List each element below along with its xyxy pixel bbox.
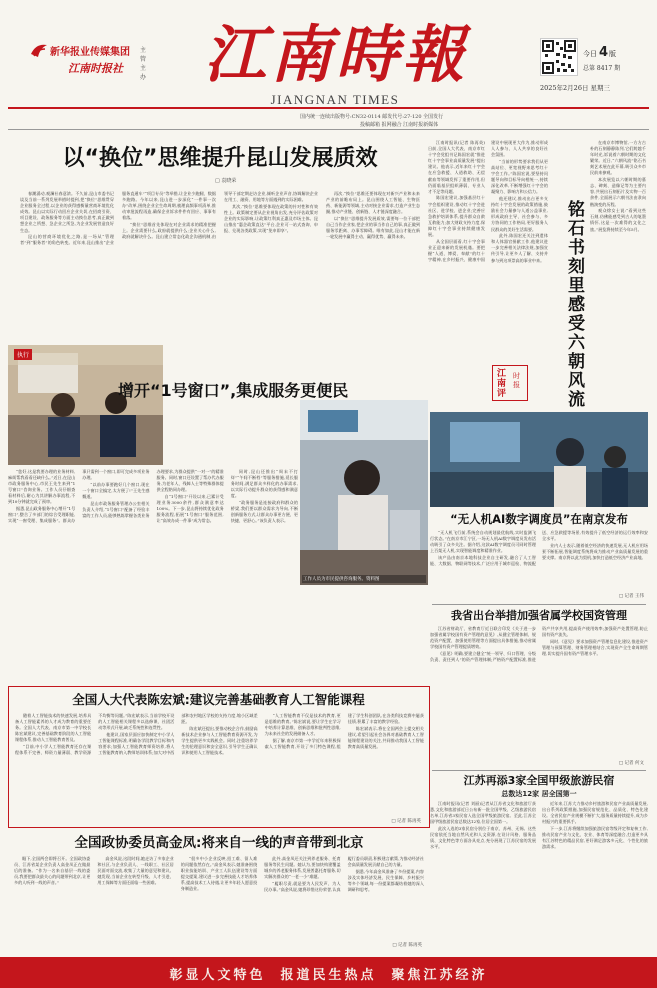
paragraph: “无人机飞行前,系统会自动规划最优航线,实时监测飞行状态。”在南京市江宁区,一场无人机AI数字调度员发布活动吸引了众多关注。据介绍,这款AI数字调度员可同时管理上百架无人机,实现智能调度和精准作业。 bbox=[430, 530, 536, 554]
masthead-title: 江南時報 bbox=[203, 18, 468, 91]
jiangsu-subtitle: 总数达12家 居全国第一 bbox=[501, 790, 577, 798]
jiangsu-headline: 江苏再添3家全国甲级旅游民宿 bbox=[463, 774, 615, 787]
paragraph: “人工智能教育不仅是技术的教育,更是思维的教育。”陈宏斌说,要让学生在学习中培养计算思维、创新思维和批判性思维,为未来社会的发展储备人才。 bbox=[264, 713, 341, 737]
ai-body bbox=[430, 530, 648, 592]
paragraph: 同时,《意见》要求加强资产管理信息化建设,推进资产管理与预算管理、财务管理相结合,实现资产全生命周期管理,切实提升国有资产管理水平。 bbox=[542, 638, 648, 656]
paragraph: 江苏省财政厅、省教育厅近日联合印发《关于进一步加强省属学校国有资产管理的意见》,从健全管理体制、规范资产配置、加强使用管理等方面提出具体措施,推动省属学校国有资产管理提质增效。 bbox=[430, 626, 536, 650]
vertical-headline: 铭石书刻里感受六朝风流 bbox=[564, 200, 584, 409]
paragraph: “目前,中小学人工智能教育还存在课程体系不完善、师资力量薄弱、教学资源不均衡等问题。”陈宏斌表示,当前学校开设的人工智能相关课程多以选修课、社团活动等形式开展,缺乏系统性和连贯性。 bbox=[15, 713, 175, 756]
lead-body bbox=[20, 191, 420, 323]
window-article bbox=[8, 345, 428, 685]
nanjing-byline: □ 记者 何文 bbox=[618, 761, 644, 766]
issue-info bbox=[583, 44, 653, 72]
edu-body bbox=[15, 713, 424, 823]
right-divider-1 bbox=[432, 604, 646, 605]
paragraph: 业内人士表示,随着低空经济的快速发展,无人机应用场景不断拓展,智能调度系统将成为推动产业高质量发展的重要支撑。南京将以此为契机,加快打造低空经济产业高地。 bbox=[542, 542, 648, 560]
paragraph: “当前的形势要求我们从更高站位、更宽视野来思考红十字会工作。”陈国宏说,要坚持问题导向和目标导向相统一,持续深化改革,不断增强红十字会的凝聚力、影响力和公信力。 bbox=[491, 158, 548, 195]
paragraph: 他还建议,推动出台更多支持红十字会发展的政策措施,鼓励社会力量参与人道公益事业,形成政府主导、社会参与、多方协同的工作格局,更好服务人民群众的美好生活需要。 bbox=[491, 196, 548, 232]
group-logo-mark bbox=[30, 42, 48, 58]
ai-byline: □ 记者 王伟 bbox=[618, 594, 644, 599]
group-name: 新华报业传媒集团 bbox=[50, 47, 130, 58]
commentary-stamp bbox=[492, 365, 528, 401]
edu-article bbox=[8, 686, 430, 828]
nanjing-article bbox=[430, 608, 648, 768]
qr-code bbox=[540, 38, 578, 76]
paragraph: 在南京市博物馆,一方方古朴的石刻静静陈列,它们跨越千年时光,诉说着六朝时期的文化繁荣。近日,“六朝风流”铭石书刻艺术展在此开幕,吸引众多市民前来参观。 bbox=[590, 140, 646, 176]
paragraph: 据了解,南京市第一中学近年来积极探索人工智能教育,开设了多门特色课程,组建了学生科创团队,在各类科技竞赛中屡获佳绩,积累了丰富的教学经验。 bbox=[264, 713, 424, 750]
paragraph: 同时,昆山还推出“周末不打烊”“午间不断档”等服务措施,延长服务时间,满足群众多样化的办事需求,以实际行动提升群众的获得感和满意度。 bbox=[230, 469, 298, 499]
lead-article bbox=[20, 145, 420, 325]
paragraph: 此外,高金凤还关注到养老服务、托育服务等民生问题。她认为,要加快构建覆盖城乡的养老服务体系,发展普惠托育服务,切实解决群众的“一老一小”难题。 bbox=[264, 856, 341, 880]
paragraph: 本次展览以六朝时期的墓志、碑刻、造像记等为主要内容,共展出石刻拓片及实物一百余件,全面展示六朝书法由隶向楷演变的历程。 bbox=[590, 177, 646, 207]
paragraph: 高金凤说,这段时间,她走访了多家企业和社区,与企业负责人、一线职工、社区居民面对面交流,收集了大量的意见和建议。她发现,当前企业在转型升级、人才引进、用工保障等方面还面临一些困难。 bbox=[97, 856, 174, 886]
paragraph: 该产品由南京本地科技企业自主研发,融合了人工智能、大数据、物联网等技术,广泛应用于城市巡检、物流配送、应急救援等场景,有效提升了低空经济的运行效率和安全水平。 bbox=[430, 530, 648, 567]
paragraph: “换位”思维首先体现在对企业需求的精准把握上。企业需要什么,政府就提供什么;企业关心什么,政府就解决什么。昆山建立常态化政企沟通机制,由领导干部定期走访企业,倾听企业声音,协调解决企业在用工、融资、用地等方面遇到的实际困难。 bbox=[122, 191, 318, 240]
paragraph: 此次入选的3家民宿分别位于南京、苏州、无锡。这些民宿依托当地自然风光和人文资源,在设计风格、服务品质、文化特色等方面各具亮点,充分展现了江苏民宿的发展水平。 bbox=[430, 825, 536, 850]
group-logo bbox=[30, 40, 146, 80]
paragraph: 江南时报讯(记者 陈再英)日前,全国人大代表、南京市红十字会党组书记陈国宏就“推进红十字会事业高质量发展”提出建议。他表示,近年来红十字会在应急救援、人道救助、无偿献血等领域发挥了重要作用,但仍面临基层组织薄弱、专业人才不足等问题。 bbox=[428, 140, 485, 194]
right-divider-2 bbox=[432, 770, 646, 771]
window-photo-caption: 工作人员为市民提供咨询服务。资料图 bbox=[302, 575, 426, 583]
window-photo-tag: 执行 bbox=[14, 349, 32, 360]
bottom-byline: □ 记者 陈再英 bbox=[392, 943, 422, 948]
publication-codes: 国内统一连续出版物号:CN32-0114 邮发代号:27-120 全国发行 bbox=[300, 114, 444, 120]
paragraph: 春潮涌动,观澜社春意浓。不久前,昆山市委书记谈及当前一系列发展举措时提到,把“换位”思维贯穿企业服务全过程,以企业的获得感衡量营商环境优化成效。昆山以实际行动回应企业关切,在招商引资、项目建设、政务服务等方面主动换位思考,真正做到想企业之所想、急企业之所急,为企业发展营造良好生态。 bbox=[20, 191, 114, 233]
edu-byline: □ 记者 陈再英 bbox=[391, 819, 421, 824]
issue-date: 2025年2月26日 星期三 bbox=[540, 84, 611, 92]
lead-byline: □ 袁晓荣 bbox=[215, 178, 237, 184]
paragraph: 《意见》明确,要建立健全“统一领导、归口管理、分级负责、责任到人”的资产管理体制;严格资产配置标准,推进资产共享共用,提高资产使用效率;加强资产处置管理,防止国有资产流失。 bbox=[430, 626, 648, 663]
footer-band bbox=[0, 957, 657, 988]
bottom-body bbox=[14, 856, 424, 950]
paragraph: “很多中小企业反映,招工难、留人难的问题依然存在。”高金凤表示,她准备围绕职业技能培训、产业工人队伍建设等方面提交提案,建议进一步完善技能人才培养体系,提高技术工人待遇,让更多年轻人愿意投身制造业。 bbox=[180, 856, 258, 892]
paper-org: 江南时报社 bbox=[68, 62, 123, 75]
nanjing-body bbox=[430, 626, 648, 760]
window-headline: 增开“1号窗口”,集成服务更便民 bbox=[118, 381, 349, 400]
paragraph: 眼下,全国两会即将召开。全国政协委员、江苏省某企业负责人高金凤正在做最后的准备。“作为一名来自基层一线的委员,我要把群众最关心的问题带到北京,让更多的人听到一线的声音。” bbox=[14, 856, 91, 886]
host-label: 主管 bbox=[140, 47, 147, 63]
window-photo-2 bbox=[300, 400, 428, 585]
paragraph: 近年来,江苏大力推动乡村旅游和民宿产业高质量发展,出台系列政策措施,加强民宿规范化、品质化、特色化建设。全省民宿产业规模不断扩大,服务质量持续提升,成为乡村振兴的重要抓手。 bbox=[542, 801, 648, 825]
paragraph: 江南时报讯(记者 刘丽)记者从江苏省文化和旅游厅获悉,文化和旅游部近日公布新一批全国甲级、乙级旅游民宿名单,江苏省3家民宿入选全国甲级旅游民宿。至此,江苏全国甲级旅游民宿总数达12家,位居全国第一。 bbox=[430, 801, 536, 825]
paragraph: 随着人工智能技术的快速发展,培养具备人工智能素养的人才成为教育的重要任务。全国人大代表、南京市第一中学校长陈宏斌建议,完善基础教育阶段的人工智能课程体系,推动人工智能教育普及。 bbox=[15, 713, 92, 743]
footer-slogan: 彰显人文特色 报道民生热点 聚焦江苏经济 bbox=[169, 968, 488, 983]
paragraph: “您好,这是我要办理的业务材料,麻烦帮我看看还缺什么。”近日,在昆山市政务服务中心,市民王先生来到“1号窗口”咨询业务。工作人员仔细查看材料后,耐心为其讲解办事流程,不到10分钟就完成了预审。 bbox=[8, 469, 76, 505]
window-body bbox=[8, 469, 298, 684]
bottom-article bbox=[8, 834, 430, 952]
paragraph: 此外,陈国宏还关注到遗体和人体器官捐献工作,他建议进一步完善相关法律法规,加强宣传引导,让更多人了解、支持并参与到这项崇高的事业中来。 bbox=[491, 233, 548, 263]
paragraph: “以前办事要跑好几个窗口,现在一个窗口全搞定,太方便了!”王先生感慨道。 bbox=[82, 481, 150, 499]
vertical-article bbox=[590, 140, 646, 410]
paragraph: 观众徐女士说:“看到这些石刻,仿佛能感受到古人的笔墨情怀,这是一次难得的文化之旅。”展览将持续至今年5月。 bbox=[590, 208, 646, 232]
sponsor-label: 主办 bbox=[140, 65, 147, 81]
commentary-stamp-label2: 时报 bbox=[513, 372, 520, 389]
ai-photo bbox=[430, 412, 648, 507]
bottom-headline: 全国政协委员高金凤:将来自一线的声音带到北京 bbox=[74, 835, 364, 851]
masthead-english: JIANGNAN TIMES bbox=[270, 92, 400, 107]
paragraph: 据悉,昆山政务服务中心增开“1号窗口”,整合了多部门的综合受理职能,实现“一窗受理、集成服务”。群众办事只需到一个窗口,即可完成多项业务办理。 bbox=[8, 469, 150, 524]
masthead-rule bbox=[8, 107, 649, 109]
issue-total: 总第 8417 期 bbox=[583, 65, 621, 72]
edu-headline: 全国人大代表陈宏斌:建议完善基础教育人工智能课程 bbox=[72, 692, 365, 707]
paragraph: 再次,“换位”思维还要体现在对新兴产业和未来产业的前瞻布局上。昆山围绕人工智能、生物医药、新能源等领域,主动对接企业需求,打造产业生态圈,推动产业链、创新链、人才链深度融合。 bbox=[326, 191, 420, 215]
ai-article bbox=[430, 410, 648, 600]
masthead bbox=[0, 0, 657, 132]
paragraph: 他建议,国家层面应加快制定中小学人工智能课程标准,明确各学段教学目标和内容要求;加强人工智能教育师资培养,将人工智能教育纳入教师培训体系;加大对中西部和农村地区学校的支持力度,缩小区域差距。 bbox=[98, 713, 258, 756]
jiangsu-body bbox=[430, 801, 648, 943]
nanjing-headline: 我省出台举措加强省属学校国资管理 bbox=[451, 609, 627, 622]
commentary-stamp-label: 江南评 bbox=[497, 369, 507, 399]
right-article bbox=[428, 140, 548, 400]
paragraph: 昆山市政务服务管理办公室相关负责人介绍,“1号窗口”配备了经验丰富的工作人员,能够熟练掌握各类业务办理要求,为群众提供“一对一”的精准服务。同时,窗口还设置了帮办代办服务,为老年人、残障人士等特殊群体提供全程陪同办理。 bbox=[82, 469, 224, 518]
paragraph: 其次,“换位”思维要体现在政策的针对性和有效性上。政策制定要从企业视角出发,充分评估政策对企业的实际影响,让政策红利真正惠及市场主体。昆山推出“惠企政策直达”平台,企业可一站式查询、申报、兑现各类政策,实现“免申即享”。 bbox=[224, 203, 318, 234]
issue-today: 今日 bbox=[583, 50, 597, 58]
paragraph: 从全国层面看,红十字会事业正迎来新的发展机遇。要把握“人道、博爱、奉献”的红十字精神,在乡村振兴、健康中国建设中展现更大作为,推动形成人人参与、人人共享的良好社会氛围。 bbox=[428, 140, 548, 262]
lead-headline: 以“换位”思维提升昆山发展质效 bbox=[62, 146, 378, 171]
paragraph: “履职尽责,就是要为人民发声、为人民办事。”高金凤说,她将珍惜这份荣誉,认真履行委员职责,积极建言献策,为推动经济社会高质量发展贡献自己的力量。 bbox=[264, 856, 424, 893]
paragraph: 陈宏斌表示,将在全国两会上提交相关建议,希望引起社会各界对基础教育人工智能课程建设的关注,共同推动我国人工智能教育高质量发展。 bbox=[347, 725, 424, 750]
paragraph: 陈宏斌还提出,要推动校企合作,鼓励高新技术企业参与人工智能教育资源开发,为学生提供更多实践机会。同时,注重培养学生的伦理意识和安全意识,引导学生正确认识和使用人工智能技术。 bbox=[181, 725, 258, 756]
paragraph: 下一步,江苏将继续加强旅游民宿等级评定和复核工作,推动民宿产业与文化、农业、体育等深度融合,打造更多具有江苏特色的精品民宿,更好满足游客多元化、个性化的旅游需求。 bbox=[542, 825, 648, 850]
issue-pages-unit: 版 bbox=[609, 50, 617, 58]
paragraph: 陈国宏建议,加强基层红十字会组织建设,推动红十字会进社区、进学校、进企业;完善应急救护培训体系,提升群众自救互救能力;加大财政支持力度,保障红十字会事业持续健康发展。 bbox=[428, 195, 485, 237]
paragraph: 自“1号窗口”开设以来,已累计受理业务3000余件,群众满意率达100%。下一步,昆山将持续优化政务服务流程,拓展“1号窗口”服务范围,让“高效办成一件事”成为常态。 bbox=[156, 493, 224, 524]
ai-headline: “无人机AI数字调度员”在南京发布 bbox=[450, 512, 628, 526]
jiangsu-article bbox=[430, 773, 648, 943]
paragraph: “政务服务是连接政府和群众的桥梁,我们要以群众需求为导向,不断创新服务方式,让群众办事更方便、更快捷、更舒心。”该负责人表示。 bbox=[230, 500, 298, 524]
contact-line: 投稿邮箱 报网融合 江南时报新媒体 bbox=[360, 122, 439, 128]
paragraph: 昆山的营商环境优化之路,是一场从“管理者”到“服务者”的角色转变。近年来,昆山推出“企业服务直通车”“项目专员”等举措,让企业少跑腿、数据多跑路。今年以来,昆山进一步深化“一件事一次办”改革,围绕企业全生命周期,梳理高频事项清单,推动审批流程再造,确保企业诉求件件有回应、事事有着落。 bbox=[20, 191, 216, 246]
paragraph: 以“换位”思维提升发展质效,需要每一位干部把自己当作企业家,把企业的事当作自己的事,真正做到服务零距离、办事零障碍。唯有如此,昆山才能在新一轮发展中赢得主动、赢得优势、赢得未来。 bbox=[326, 215, 420, 240]
window-photo bbox=[8, 345, 163, 465]
issue-pages: 4 bbox=[599, 45, 609, 60]
masthead-bottom-rule bbox=[8, 129, 649, 130]
paragraph: 据悉,今年高金凤准备了多份提案,内容涉及实体经济发展、民生保障、乡村振兴等多个领域,每一份提案都凝结着她的深入调研和思考。 bbox=[347, 868, 424, 893]
